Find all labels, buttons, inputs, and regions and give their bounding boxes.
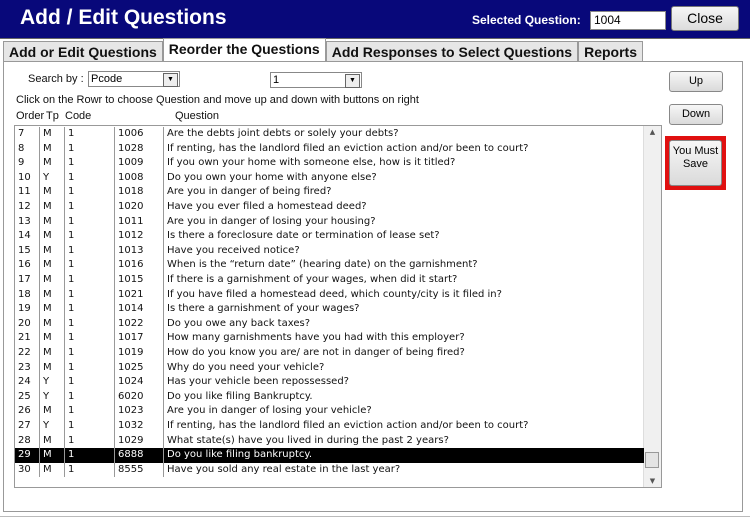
row-question-code: 1017 — [114, 331, 163, 346]
table-row[interactable] — [15, 258, 644, 273]
table-row[interactable] — [15, 229, 644, 244]
row-question: Are you in danger of being fired? — [163, 185, 644, 200]
column-order: Order — [16, 110, 45, 122]
row-type: Y — [39, 390, 64, 405]
table-row[interactable] — [15, 419, 644, 434]
row-code: 1 — [64, 288, 114, 303]
row-question-code: 1023 — [114, 404, 163, 419]
row-code: 1 — [64, 448, 114, 463]
table-row[interactable] — [15, 185, 644, 200]
save-highlight — [665, 136, 726, 190]
column-tp: Tp — [46, 110, 59, 122]
row-order: 14 — [18, 230, 31, 242]
scrollbar-thumb[interactable] — [645, 452, 659, 468]
tab-add-edit[interactable]: Add or Edit Questions — [3, 41, 163, 62]
row-question-code: 1025 — [114, 361, 163, 376]
table-row[interactable] — [15, 331, 644, 346]
scroll-up-icon[interactable]: ▲ — [649, 128, 656, 136]
row-code: 1 — [64, 142, 114, 157]
table-row[interactable] — [15, 302, 644, 317]
row-question-code: 1009 — [114, 156, 163, 171]
table-row[interactable] — [15, 215, 644, 230]
row-type: M — [39, 244, 64, 259]
row-code: 1 — [64, 375, 114, 390]
row-question-code: 1015 — [114, 273, 163, 288]
table-row[interactable] — [15, 434, 644, 449]
tab-bar — [3, 40, 643, 62]
row-code: 1 — [64, 273, 114, 288]
row-type: M — [39, 448, 64, 463]
table-row[interactable] — [15, 390, 644, 405]
search-field-value: Pcode — [91, 73, 123, 85]
row-question: Are you in danger of losing your housing? — [163, 215, 644, 230]
search-by-label: Search by : — [28, 73, 84, 85]
row-order: 16 — [18, 259, 31, 271]
scroll-down-icon[interactable]: ▼ — [649, 477, 656, 485]
row-type: M — [39, 142, 64, 157]
title-bar — [0, 0, 750, 39]
row-question-code: 1020 — [114, 200, 163, 215]
row-question: Have you received notice? — [163, 244, 644, 259]
row-order: 28 — [18, 434, 31, 446]
row-question-code: 6888 — [114, 448, 163, 463]
row-question: How do you know you are/ are not in danger of being fired? — [163, 346, 644, 361]
table-row[interactable] — [15, 142, 644, 157]
row-question: How many garnishments have you had with this employer? — [163, 331, 644, 346]
row-type: M — [39, 317, 64, 332]
chevron-down-icon[interactable]: ▼ — [345, 74, 360, 88]
row-code: 1 — [64, 127, 114, 142]
table-row[interactable] — [15, 448, 644, 463]
row-code: 1 — [64, 463, 114, 478]
row-type: M — [39, 331, 64, 346]
row-order: 19 — [18, 303, 31, 315]
row-order: 18 — [18, 288, 31, 300]
row-question: Are you in danger of losing your vehicle? — [163, 404, 644, 419]
row-question: Is there a garnishment of your wages? — [163, 302, 644, 317]
search-value: 1 — [273, 74, 280, 86]
row-order: 23 — [18, 361, 31, 373]
row-code: 1 — [64, 317, 114, 332]
tab-reorder[interactable]: Reorder the Questions — [163, 38, 326, 61]
row-type: M — [39, 273, 64, 288]
row-question-code: 1006 — [114, 127, 163, 142]
row-order: 12 — [18, 201, 31, 212]
row-type: M — [39, 288, 64, 303]
row-type: Y — [39, 419, 64, 434]
row-order: 29 — [18, 449, 31, 461]
row-type: Y — [39, 375, 64, 390]
row-question-code: 6020 — [114, 390, 163, 405]
row-question: Has your vehicle been repossessed? — [163, 375, 644, 390]
row-question: Is there a foreclosure date or termination of lease set? — [163, 229, 644, 244]
row-question: Do you owe any back taxes? — [163, 317, 644, 332]
instruction-text: Click on the Rowr to choose Question and move up and down with buttons on right — [16, 94, 419, 106]
row-order: 22 — [18, 347, 31, 358]
row-type: M — [39, 346, 64, 361]
row-question: If you own your home with someone else, how is it titled? — [163, 156, 644, 171]
row-question: Why do you need your vehicle? — [163, 361, 644, 376]
row-code: 1 — [64, 258, 114, 273]
row-code: 1 — [64, 434, 114, 449]
table-row[interactable] — [15, 404, 644, 419]
tab-reports[interactable]: Reports — [578, 41, 643, 62]
row-code: 1 — [64, 215, 114, 230]
row-code: 1 — [64, 331, 114, 346]
row-type: M — [39, 156, 64, 171]
row-question: Do you like filing bankruptcy. — [163, 448, 644, 463]
row-code: 1 — [64, 361, 114, 376]
up-button[interactable]: Up — [669, 71, 723, 92]
row-question: If there is a garnishment of your wages, when did it start? — [163, 273, 644, 288]
row-type: M — [39, 229, 64, 244]
row-order: 24 — [18, 376, 31, 388]
save-button[interactable]: You Must Save — [669, 140, 722, 186]
row-question: What state(s) have you lived in during the past 2 years? — [163, 434, 644, 449]
row-order: 7 — [18, 128, 25, 139]
row-type: M — [39, 463, 64, 478]
row-question-code: 1011 — [114, 215, 163, 230]
column-question: Question — [175, 110, 220, 122]
row-code: 1 — [64, 156, 114, 171]
table-row[interactable] — [15, 288, 644, 303]
row-code: 1 — [64, 419, 114, 434]
row-code: 1 — [64, 302, 114, 317]
table-row[interactable] — [15, 361, 644, 376]
row-order: 30 — [18, 463, 31, 475]
table-row[interactable] — [15, 171, 644, 186]
table-row[interactable] — [15, 346, 644, 361]
divider — [0, 516, 750, 517]
row-type: M — [39, 404, 64, 419]
table-row[interactable] — [15, 375, 644, 390]
row-question: If renting, has the landlord filed an eviction action and/or been to court? — [163, 142, 644, 157]
column-code: Code — [65, 110, 92, 122]
row-order: 8 — [18, 142, 25, 154]
down-button[interactable]: Down — [669, 104, 723, 125]
tab-add-responses[interactable]: Add Responses to Select Questions — [326, 41, 578, 62]
row-question-code: 1021 — [114, 288, 163, 303]
row-order: 10 — [18, 171, 31, 183]
table-row[interactable] — [15, 200, 644, 215]
chevron-down-icon[interactable]: ▼ — [163, 73, 178, 87]
row-code: 1 — [64, 171, 114, 186]
selected-question-input[interactable]: 1004 — [590, 11, 666, 30]
row-type: Y — [39, 171, 64, 186]
row-order: 27 — [18, 420, 31, 431]
row-code: 1 — [64, 404, 114, 419]
row-question-code: 1018 — [114, 185, 163, 200]
row-type: M — [39, 200, 64, 215]
row-order: 21 — [18, 332, 31, 344]
row-code: 1 — [64, 346, 114, 361]
table-row[interactable] — [15, 127, 644, 142]
row-order: 26 — [18, 405, 31, 417]
row-question-code: 1028 — [114, 142, 163, 157]
row-code: 1 — [64, 185, 114, 200]
row-question-code: 1019 — [114, 346, 163, 361]
selected-question-label: Selected Question: — [472, 13, 581, 27]
row-order: 17 — [18, 274, 31, 285]
row-question-code: 1008 — [114, 171, 163, 186]
row-type: M — [39, 185, 64, 200]
row-question-code: 1013 — [114, 244, 163, 259]
row-type: M — [39, 215, 64, 230]
row-question-code: 1012 — [114, 229, 163, 244]
row-code: 1 — [64, 244, 114, 259]
page-title: Add / Edit Questions — [20, 6, 227, 29]
scrollbar[interactable] — [643, 126, 661, 487]
row-type: M — [39, 361, 64, 376]
row-question: If renting, has the landlord filed an eviction action and/or been to court? — [163, 419, 644, 434]
row-type: M — [39, 434, 64, 449]
row-question-code: 1014 — [114, 302, 163, 317]
search-field-select[interactable] — [88, 71, 180, 87]
row-question-code: 1016 — [114, 258, 163, 273]
row-code: 1 — [64, 200, 114, 215]
row-order: 20 — [18, 317, 31, 329]
row-type: M — [39, 127, 64, 142]
row-type: M — [39, 258, 64, 273]
table-row[interactable] — [15, 317, 644, 332]
questions-list[interactable] — [14, 125, 662, 488]
row-order: 15 — [18, 244, 31, 256]
table-row[interactable] — [15, 463, 644, 478]
row-question-code: 1032 — [114, 419, 163, 434]
close-button[interactable]: Close — [671, 6, 739, 31]
row-question-code: 1029 — [114, 434, 163, 449]
table-row[interactable] — [15, 244, 644, 259]
row-question: Have you ever filed a homestead deed? — [163, 200, 644, 215]
row-order: 11 — [18, 186, 31, 198]
row-order: 25 — [18, 390, 31, 402]
row-question: Do you own your home with anyone else? — [163, 171, 644, 186]
row-type: M — [39, 302, 64, 317]
row-question-code: 8555 — [114, 463, 163, 478]
row-code: 1 — [64, 390, 114, 405]
row-order: 9 — [18, 157, 25, 169]
row-order: 13 — [18, 215, 31, 227]
table-row[interactable] — [15, 156, 644, 171]
row-question: Are the debts joint debts or solely your debts? — [163, 127, 644, 142]
search-value-select[interactable] — [270, 72, 362, 88]
row-code: 1 — [64, 229, 114, 244]
row-question-code: 1024 — [114, 375, 163, 390]
row-question: Have you sold any real estate in the last year? — [163, 463, 644, 478]
row-question: If you have filed a homestead deed, which county/city is it filed in? — [163, 288, 644, 303]
row-question-code: 1022 — [114, 317, 163, 332]
table-row[interactable] — [15, 273, 644, 288]
row-question: Do you like filing Bankruptcy. — [163, 390, 644, 405]
row-question: When is the “return date” (hearing date) on the garnishment? — [163, 258, 644, 273]
